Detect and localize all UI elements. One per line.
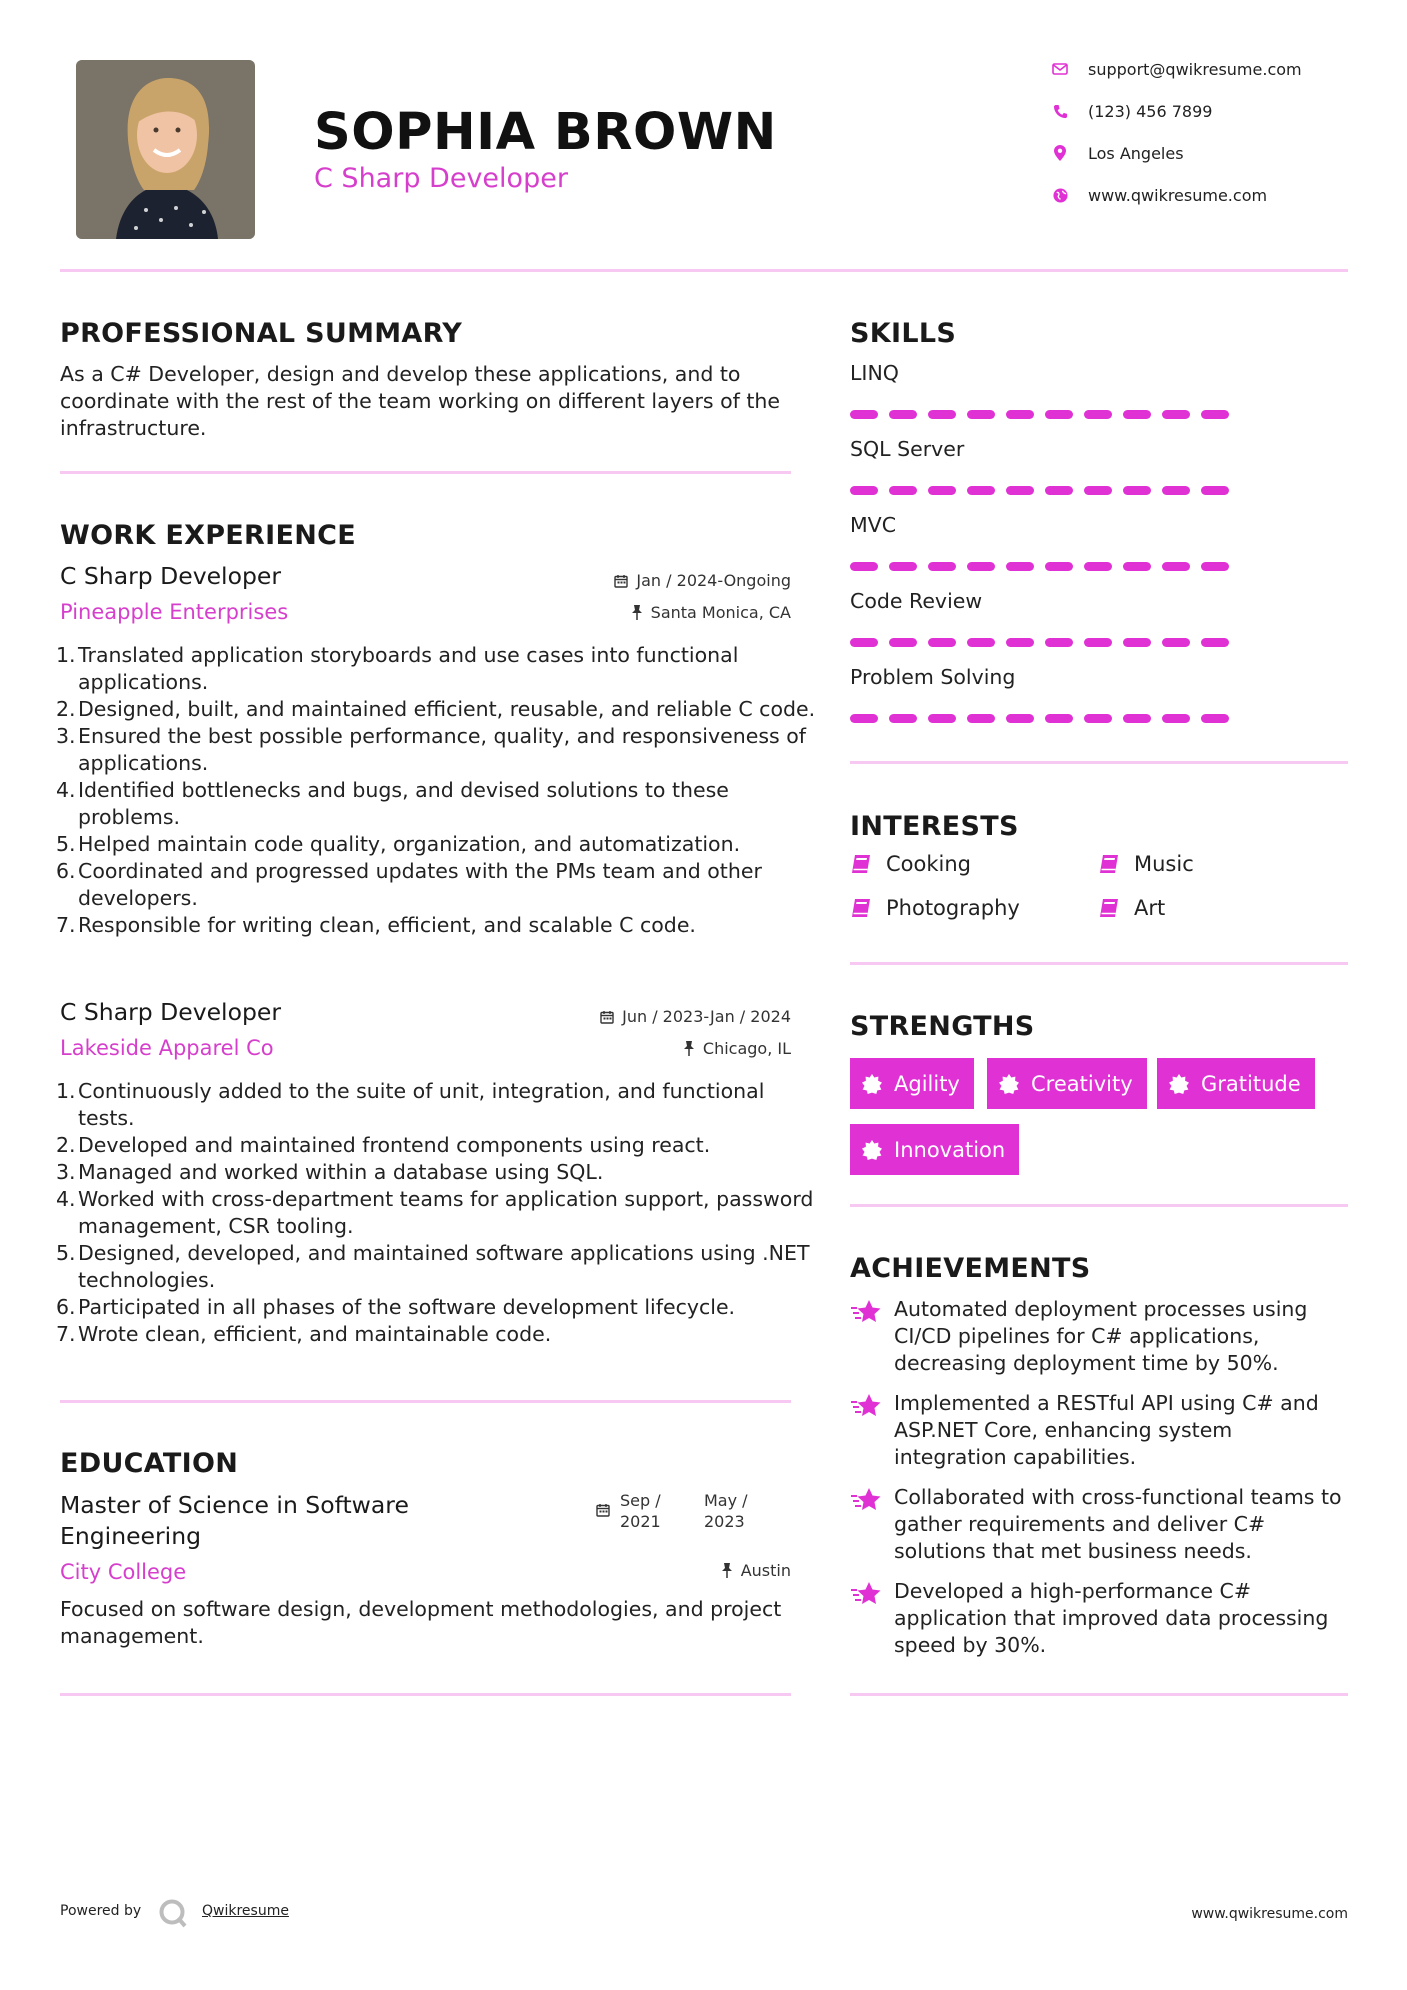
job-2-location-text: Chicago, IL — [702, 1039, 791, 1058]
contact-location-text: Los Angeles — [1088, 143, 1184, 163]
strength-label: Gratitude — [1201, 1071, 1301, 1096]
duty-item: Developed and maintained frontend components using react. — [78, 1133, 711, 1157]
globe-icon — [1050, 185, 1070, 205]
contact-email[interactable] — [1050, 56, 1302, 82]
duty-item: Worked with cross-department teams for application support, password management, CSR tooling. — [78, 1187, 814, 1238]
experience-title: WORK EXPERIENCE — [60, 520, 356, 551]
achievement-text: Developed a high-performance C# application that improved data processing speed by 30%. — [894, 1579, 1329, 1657]
duty-item: Designed, developed, and maintained software applications using .NET technologies. — [78, 1241, 810, 1292]
achievement-item — [850, 1296, 1348, 1377]
contact-website-text: www.qwikresume.com — [1088, 185, 1268, 205]
interest-item — [1098, 896, 1165, 920]
job-1-dates-text: Jan / 2024-Ongoing — [636, 571, 791, 590]
star-icon — [850, 1484, 884, 1565]
skills-divider — [850, 761, 1348, 764]
job-1-duties — [60, 642, 818, 939]
summary-text: As a C# Developer, design and develop these applications, and to coordinate with the rest of the team working on different layers of the infrastructure. — [60, 362, 780, 440]
strength-label: Creativity — [1031, 1071, 1133, 1096]
strengths-title: STRENGTHS — [850, 1011, 1035, 1042]
duty-item: Participated in all phases of the software development lifecycle. — [78, 1295, 736, 1319]
achievement-item — [850, 1390, 1348, 1471]
badge-icon — [999, 1074, 1019, 1094]
interest-item — [1098, 852, 1194, 876]
education-location — [721, 1561, 791, 1580]
education-school: City College — [60, 1560, 187, 1584]
qwikresume-link[interactable]: Qwikresume — [202, 1903, 289, 1919]
job-1-location — [631, 603, 791, 622]
interest-item — [850, 896, 1020, 920]
education-description: Focused on software design, development methodologies, and project management. — [60, 1597, 782, 1648]
strength-badge — [987, 1058, 1147, 1109]
job-2-dates — [600, 1007, 791, 1026]
duty-item: Helped maintain code quality, organization, and automatization. — [78, 832, 741, 856]
interests-title: INTERESTS — [850, 811, 1019, 842]
footer-url[interactable]: www.qwikresume.com — [1191, 1906, 1348, 1922]
skills-title: SKILLS — [850, 318, 957, 349]
strength-badge — [850, 1058, 974, 1109]
contact-location — [1050, 140, 1184, 166]
job-1-company: Pineapple Enterprises — [60, 600, 289, 624]
achievement-item — [850, 1484, 1348, 1565]
job-1-title: C Sharp Developer — [60, 562, 282, 590]
achievements-list — [850, 1296, 1348, 1659]
skill-level-bar — [850, 638, 1229, 647]
duty-item: Coordinated and progressed updates with the PMs team and other developers. — [78, 859, 762, 910]
achievement-text: Automated deployment processes using CI/CD pipelines for C# applications, decreasing deployment time by 50%. — [894, 1297, 1308, 1375]
education-end: May / 2023 — [704, 1491, 748, 1531]
job-2-location — [683, 1039, 791, 1058]
education-divider — [60, 1693, 791, 1696]
skill-level-bar — [850, 562, 1229, 571]
location-pin-icon — [1050, 143, 1070, 163]
star-icon — [850, 1578, 884, 1659]
duty-item: Wrote clean, efficient, and maintainable code. — [78, 1322, 552, 1346]
summary-divider — [60, 471, 791, 474]
job-1-location-text: Santa Monica, CA — [650, 603, 791, 622]
skill-name: Problem Solving — [850, 665, 1016, 689]
skill-level-bar — [850, 410, 1229, 419]
summary-title: PROFESSIONAL SUMMARY — [60, 318, 463, 349]
pushpin-icon — [631, 605, 643, 620]
duty-item: Identified bottlenecks and bugs, and devised solutions to these problems. — [78, 778, 729, 829]
phone-icon — [1050, 101, 1070, 121]
education-location-text: Austin — [740, 1561, 791, 1580]
interests-divider — [850, 962, 1348, 965]
contact-email-text: support@qwikresume.com — [1088, 59, 1302, 79]
education-start: Sep / 2021 — [620, 1491, 661, 1531]
job-2-duties — [60, 1078, 818, 1348]
skill-name: MVC — [850, 513, 897, 537]
interest-label: Photography — [886, 896, 1020, 920]
book-icon — [850, 854, 872, 874]
skill-name: LINQ — [850, 361, 899, 385]
contact-phone-text: (123) 456 7899 — [1088, 101, 1213, 121]
job-2-title: C Sharp Developer — [60, 998, 282, 1026]
strength-label: Innovation — [894, 1137, 1006, 1162]
candidate-role: C Sharp Developer — [314, 163, 568, 194]
duty-item: Designed, built, and maintained efficient, reusable, and reliable C code. — [78, 697, 816, 721]
job-2-company: Lakeside Apparel Co — [60, 1036, 274, 1060]
duty-item: Continuously added to the suite of unit, integration, and functional tests. — [78, 1079, 765, 1130]
education-title: EDUCATION — [60, 1448, 239, 1479]
qwikresume-logo-icon — [158, 1898, 188, 1932]
badge-icon — [862, 1140, 882, 1160]
powered-by-text: Powered by — [60, 1903, 142, 1919]
contact-phone[interactable] — [1050, 98, 1212, 124]
calendar-icon — [596, 1502, 610, 1521]
achievement-text: Collaborated with cross-functional teams to gather requirements and deliver C# solutions that met business needs. — [894, 1485, 1342, 1563]
skill-name: Code Review — [850, 589, 983, 613]
achievement-text: Implemented a RESTful API using C# and ASP.NET Core, enhancing system integration capabilities. — [894, 1391, 1319, 1469]
skill-level-bar — [850, 714, 1229, 723]
calendar-icon — [600, 1010, 614, 1024]
strength-badge — [1157, 1058, 1315, 1109]
interest-item — [850, 852, 971, 876]
interest-label: Art — [1134, 896, 1166, 920]
star-icon — [850, 1390, 884, 1471]
book-icon — [850, 898, 872, 918]
skill-level-bar — [850, 486, 1229, 495]
pushpin-icon — [721, 1563, 733, 1578]
contact-website[interactable] — [1050, 182, 1267, 208]
achievements-title: ACHIEVEMENTS — [850, 1253, 1091, 1284]
badge-icon — [862, 1074, 882, 1094]
education-degree: Master of Science in Software Engineering — [60, 1491, 409, 1550]
interest-label: Music — [1134, 852, 1194, 876]
star-icon — [850, 1296, 884, 1377]
book-icon — [1098, 854, 1120, 874]
duty-item: Responsible for writing clean, efficient, and scalable C code. — [78, 913, 696, 937]
profile-photo — [76, 60, 255, 239]
calendar-icon — [614, 574, 628, 588]
skill-name: SQL Server — [850, 437, 965, 461]
strength-badge — [850, 1124, 1019, 1175]
job-1-dates — [614, 571, 791, 590]
duty-item: Managed and worked within a database using SQL. — [78, 1160, 604, 1184]
achievement-item — [850, 1578, 1348, 1659]
interest-label: Cooking — [886, 852, 971, 876]
email-icon — [1050, 59, 1070, 79]
book-icon — [1098, 898, 1120, 918]
duty-item: Ensured the best possible performance, quality, and responsiveness of applications. — [78, 724, 806, 775]
duty-item: Translated application storyboards and use cases into functional applications. — [78, 643, 739, 694]
strengths-divider — [850, 1204, 1348, 1207]
candidate-name: SOPHIA BROWN — [314, 103, 777, 162]
badge-icon — [1169, 1074, 1189, 1094]
pushpin-icon — [683, 1041, 695, 1056]
experience-divider — [60, 1400, 791, 1403]
achievements-divider — [850, 1693, 1348, 1696]
header-divider — [60, 269, 1348, 272]
job-2-dates-text: Jun / 2023-Jan / 2024 — [622, 1007, 791, 1026]
strength-label: Agility — [894, 1071, 960, 1096]
